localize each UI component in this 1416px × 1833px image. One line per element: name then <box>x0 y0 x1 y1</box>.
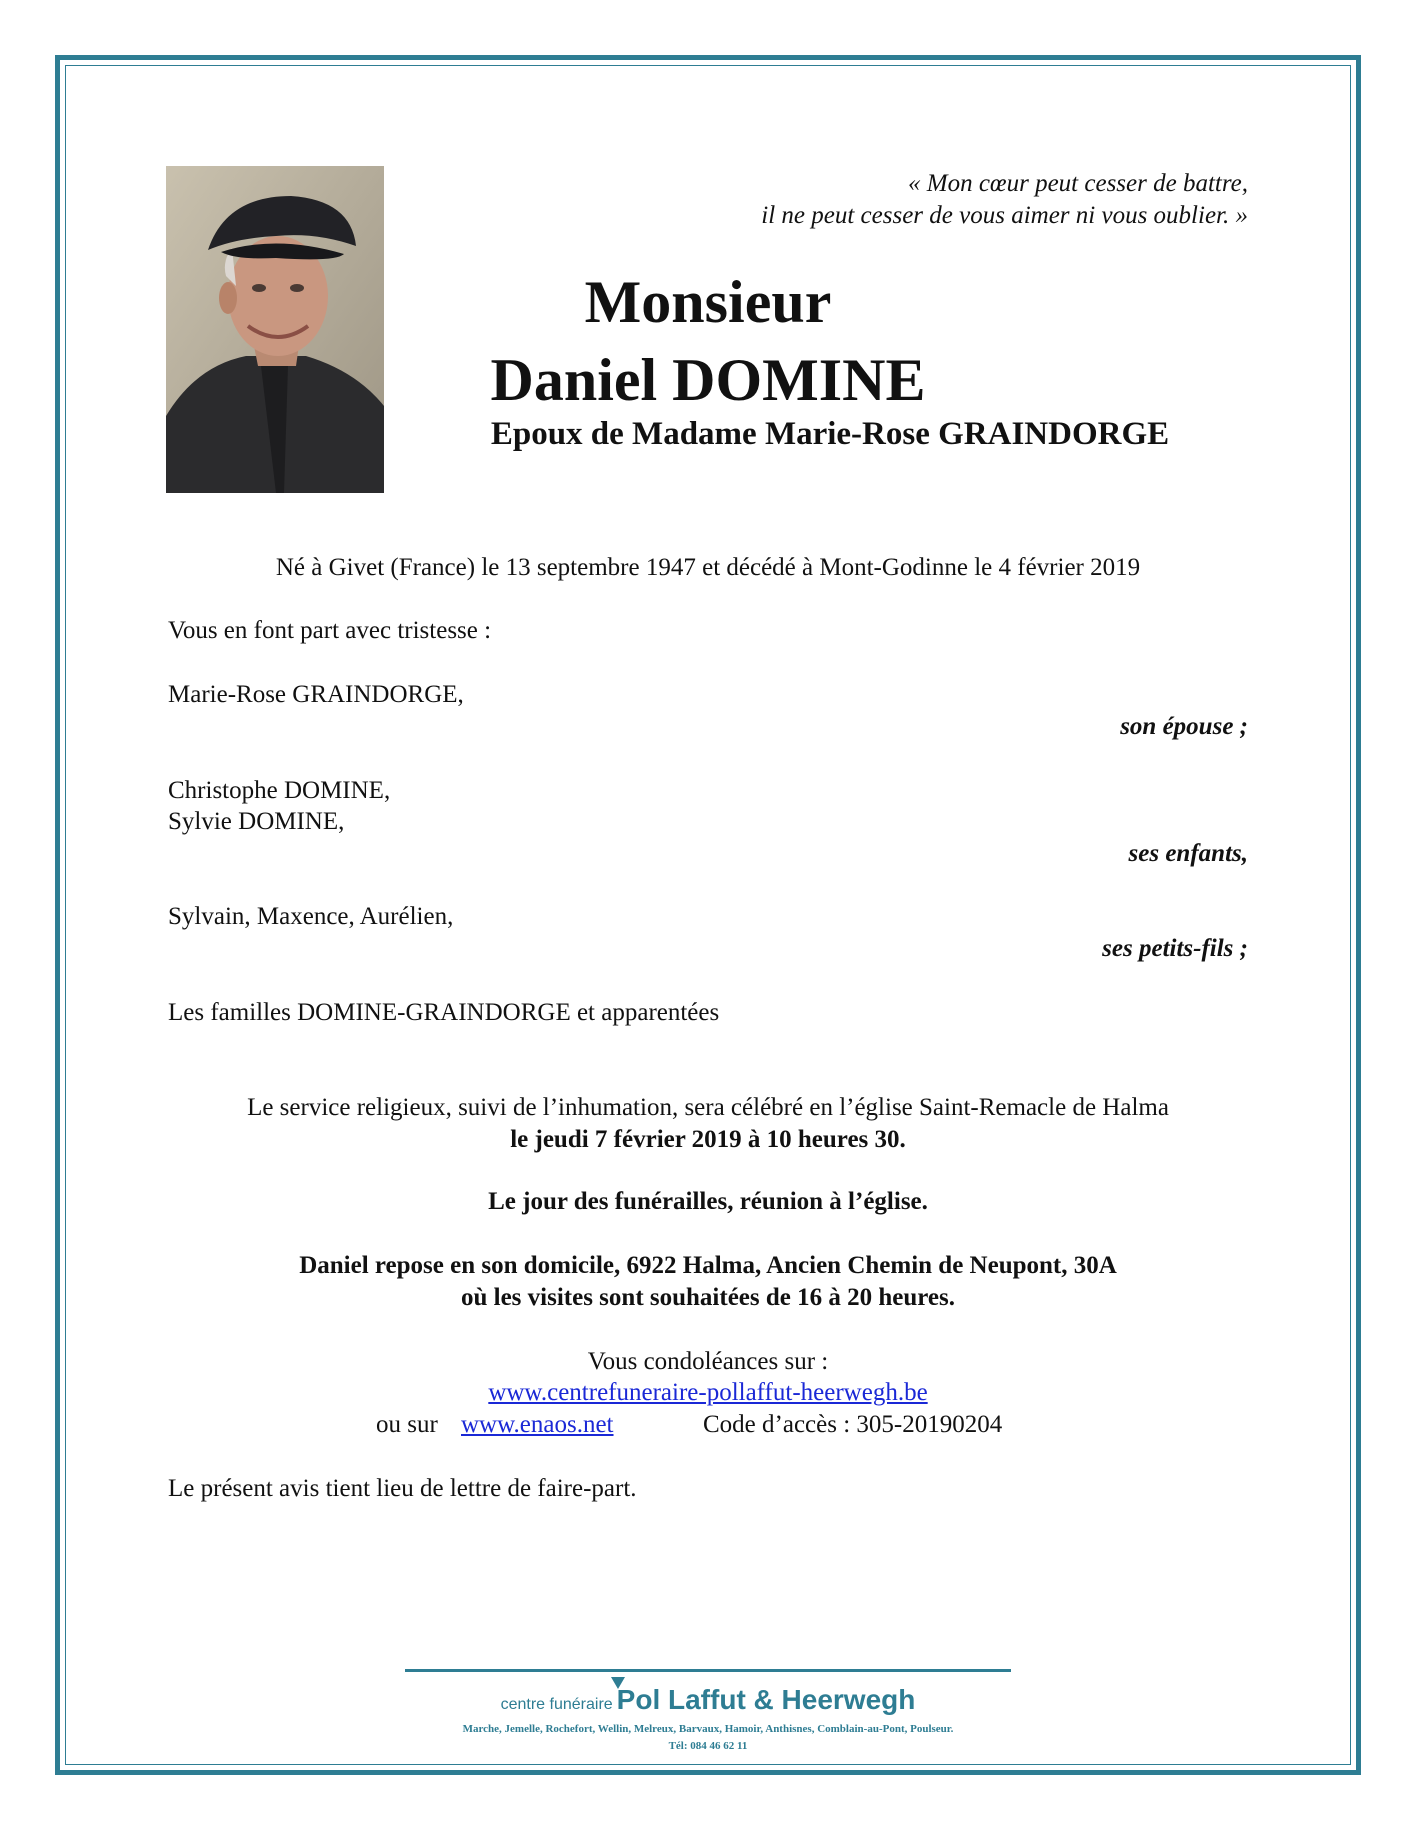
deceased-title: Monsieur <box>584 269 832 335</box>
gathering-line: Le jour des funérailles, réunion à l’église. <box>488 1188 928 1215</box>
child-name-1: Christophe DOMINE, <box>168 777 391 804</box>
child-name-2: Sylvie DOMINE, <box>168 808 345 835</box>
logo-brand: Pol Laffut & Heerwegh <box>616 1684 916 1715</box>
condolences-url-row <box>166 1377 1250 1409</box>
rest-line-2: où les visites sont souhaitées de 16 à 20 heures. <box>460 1284 955 1311</box>
condolences-label: Vous condoléances sur : <box>587 1348 829 1375</box>
funeral-home-link[interactable]: www.centrefuneraire-pollaffut-heerwegh.be <box>488 1379 928 1406</box>
children-role: ses enfants, <box>1128 840 1248 867</box>
funeral-home-logo <box>405 1684 1011 1716</box>
deceased-name: Daniel DOMINE <box>490 347 926 413</box>
rest-line-1: Daniel repose en son domicile, 6922 Halma, Ancien Chemin de Neupont, 30A <box>299 1252 1117 1279</box>
service-line-1: Le service religieux, suivi de l’inhumation, sera célébré en l’église Saint-Remacle de Halma <box>247 1094 1169 1121</box>
quote-line-2: il ne peut cesser de vous aimer ni vous oublier. » <box>761 202 1248 229</box>
footer-rule <box>405 1669 1011 1672</box>
quote-line-1: « Mon cœur peut cesser de battre, <box>908 170 1248 197</box>
or-label: ou sur <box>376 1411 438 1438</box>
announcement-text: Vous en font part avec tristesse : <box>168 617 492 644</box>
families-line: Les familles DOMINE-GRAINDORGE et apparentées <box>168 999 720 1026</box>
enaos-link[interactable]: www.enaos.net <box>461 1411 614 1438</box>
logo-towns: Marche, Jemelle, Rochefort, Wellin, Melreux, Barvaux, Hamoir, Anthisnes, Comblain-au-Pont, Poulseur. <box>462 1723 954 1735</box>
service-date: le jeudi 7 février 2019 à 10 heures 30. <box>510 1126 906 1153</box>
logo-phone: Tél: 084 46 62 11 <box>668 1740 748 1752</box>
spouse-line: Epoux de Madame Marie-Rose GRAINDORGE <box>490 416 1170 452</box>
spouse-role: son épouse ; <box>1120 713 1248 740</box>
grandchildren-role: ses petits-fils ; <box>1102 935 1248 962</box>
grandchildren-names: Sylvain, Maxence, Aurélien, <box>168 903 454 930</box>
access-code: Code d’accès : 305-20190204 <box>703 1411 1003 1438</box>
enaos-url-row <box>461 1409 614 1441</box>
closing-note: Le présent avis tient lieu de lettre de faire-part. <box>168 1475 637 1502</box>
spouse-name: Marie-Rose GRAINDORGE, <box>168 681 464 708</box>
birth-death-line: Né à Givet (France) le 13 septembre 1947 et décédé à Mont-Godinne le 4 février 2019 <box>275 554 1141 581</box>
logo-prefix: centre funéraire <box>500 1696 613 1713</box>
epitaph-quote <box>548 168 1248 232</box>
